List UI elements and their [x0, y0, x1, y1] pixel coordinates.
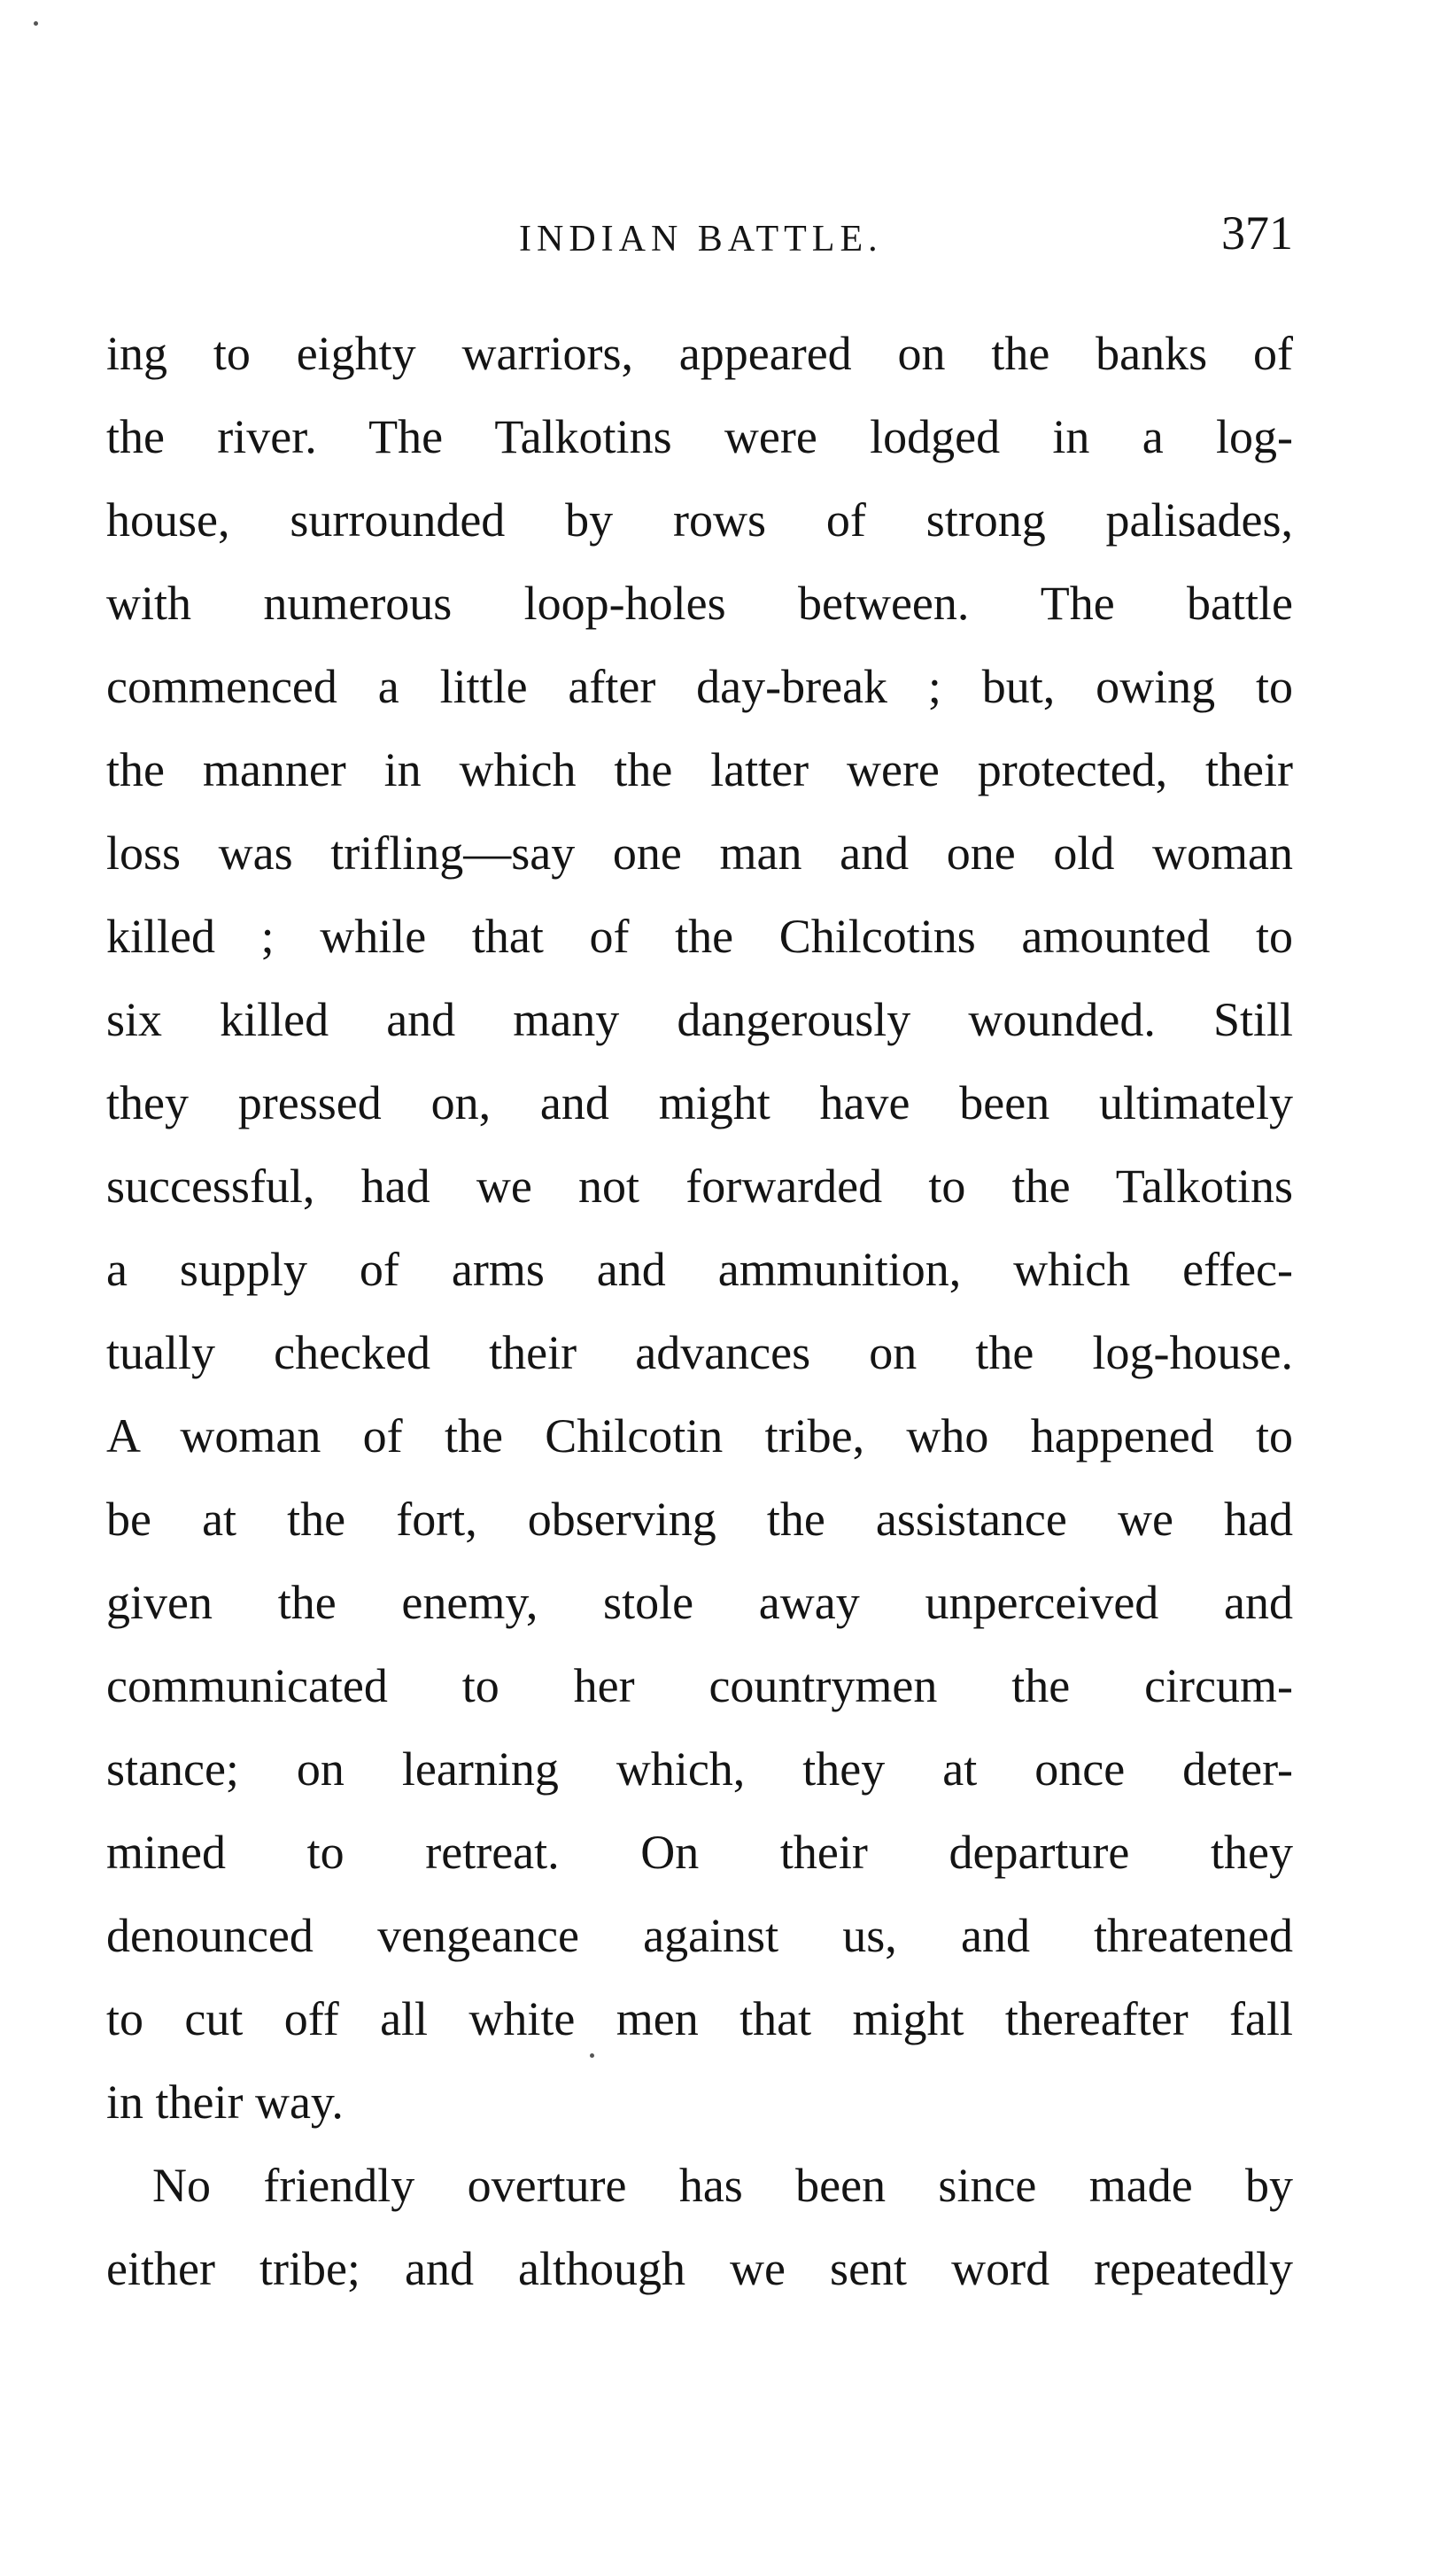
paragraph-first-line: No friendly overture has been since made by: [152, 2159, 1293, 2212]
text-line: given the enemy, stole away unperceived and: [106, 1576, 1293, 1629]
text-line: stance; on learning which, they at once deter-: [106, 1742, 1293, 1796]
text-line: communicated to her countrymen the circum-: [106, 1659, 1293, 1712]
text-line: tually checked their advances on the log-house.: [106, 1326, 1293, 1379]
text-line: either tribe; and although we sent word repeatedly: [106, 2242, 1293, 2295]
text-line: killed ; while that of the Chilcotins amounted to: [106, 910, 1293, 963]
text-line: successful, had we not forwarded to the Talkotins: [106, 1160, 1293, 1213]
running-title: INDIAN BATTLE.: [519, 219, 883, 260]
text-line: they pressed on, and might have been ultimately: [106, 1076, 1293, 1129]
text-line: with numerous loop-holes between. The battle: [106, 577, 1293, 630]
text-line: mined to retreat. On their departure they: [106, 1826, 1293, 1879]
running-head: [106, 206, 1293, 268]
body-text: [106, 312, 1293, 2310]
text-line: a supply of arms and ammunition, which effec-: [106, 1243, 1293, 1296]
text-line: the manner in which the latter were protected, their: [106, 743, 1293, 796]
text-line: loss was trifling—say one man and one old woman: [106, 826, 1293, 880]
text-line: the river. The Talkotins were lodged in a log-: [106, 410, 1293, 463]
page-number: 371: [1221, 206, 1293, 260]
text-line: to cut off all white men that might thereafter fall: [106, 1992, 1293, 2045]
paragraph-end-line: in their way.: [106, 2076, 344, 2129]
text-line: ing to eighty warriors, appeared on the banks of: [106, 327, 1293, 380]
text-line: commenced a little after day-break ; but, owing to: [106, 660, 1293, 713]
text-line: A woman of the Chilcotin tribe, who happened to: [106, 1409, 1293, 1463]
print-speck: [34, 21, 38, 26]
text-line: be at the fort, observing the assistance we had: [106, 1493, 1293, 1546]
text-line: house, surrounded by rows of strong palisades,: [106, 493, 1293, 547]
text-line: six killed and many dangerously wounded. Still: [106, 993, 1293, 1046]
text-line: denounced vengeance against us, and threatened: [106, 1909, 1293, 1962]
